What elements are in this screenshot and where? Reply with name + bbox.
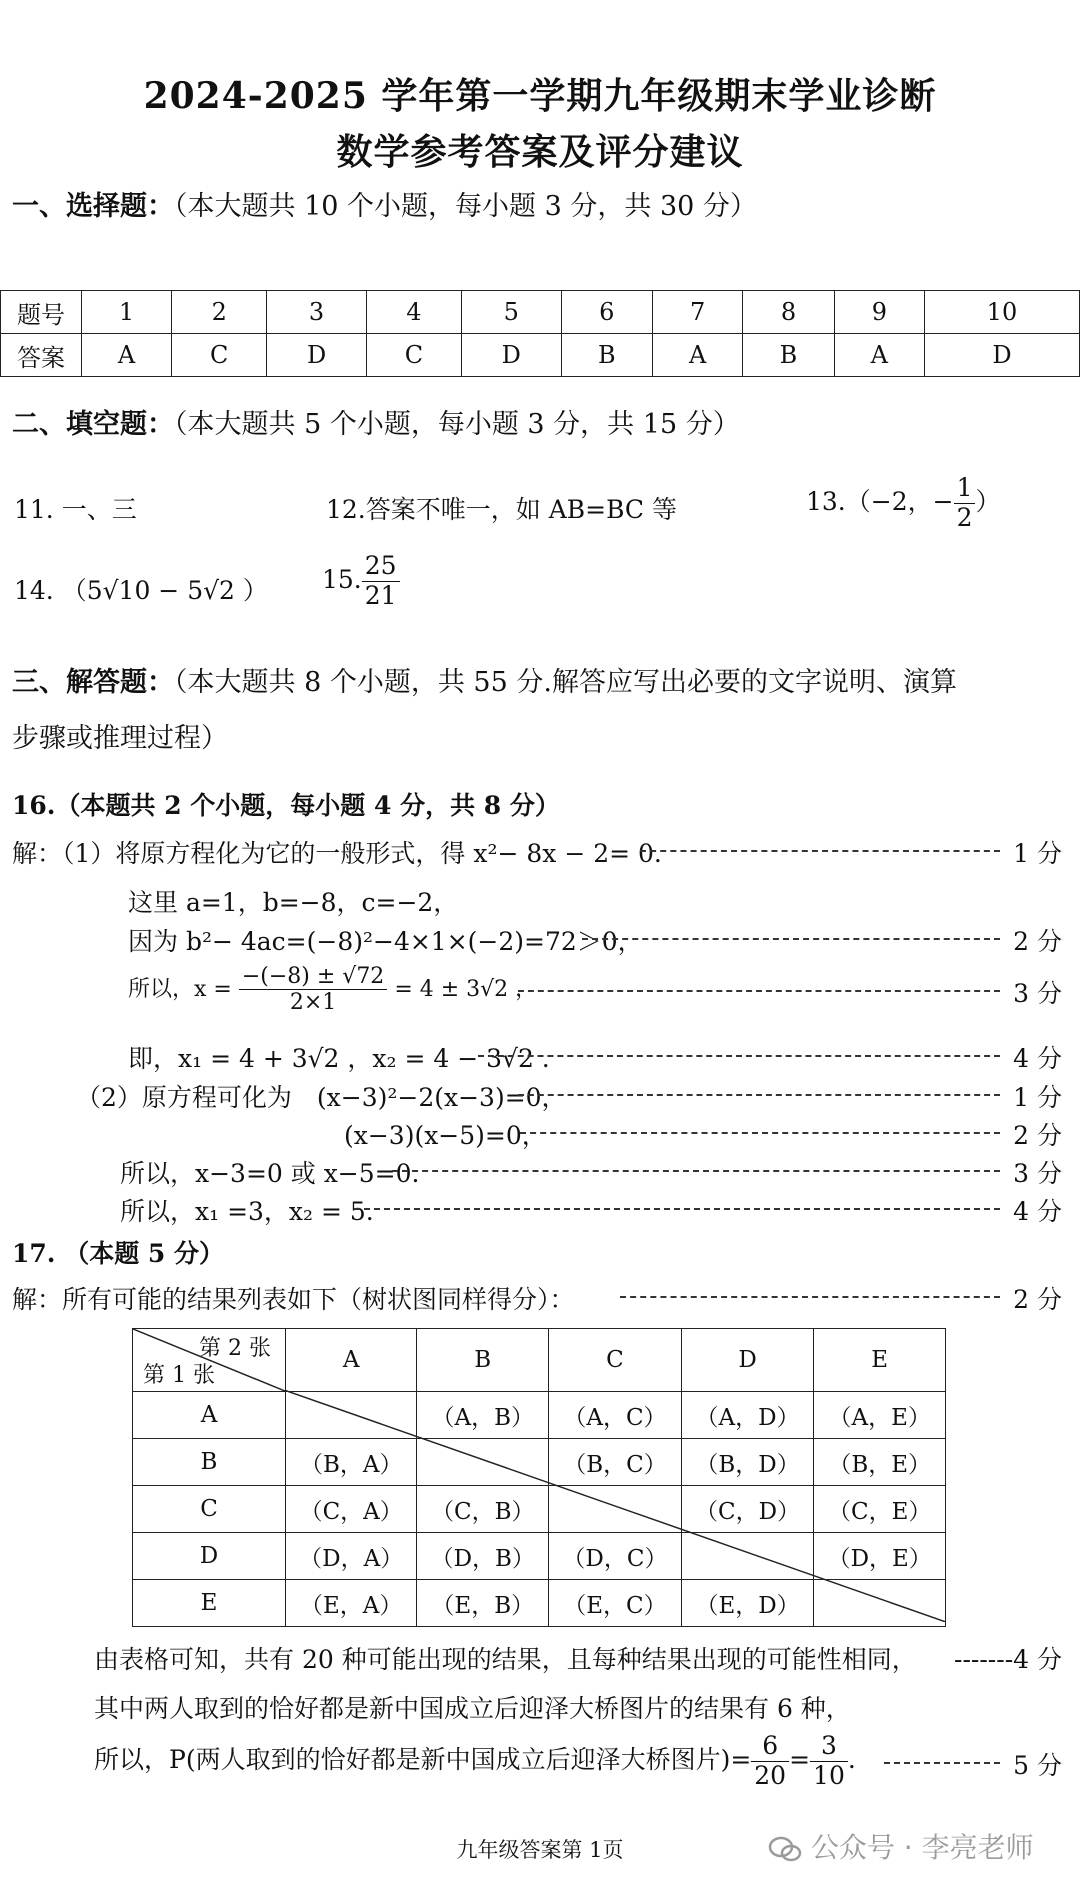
- table-cell: （D，E）: [814, 1533, 946, 1580]
- watermark-text: 公众号 · 李亮老师: [810, 1831, 1034, 1864]
- prob-fraction-1: [751, 1732, 789, 1791]
- score-label: 2 分: [1013, 1121, 1062, 1150]
- answer-q14: 14. （5√10 − 5√2 ）: [14, 576, 268, 605]
- section3-heading: 三、解答题：: [12, 667, 174, 698]
- score-label: 4 分: [1013, 1197, 1062, 1226]
- answer-cell: B: [743, 334, 835, 377]
- score-leader: [582, 938, 1000, 940]
- q16-line3: 因为 b²− 4ac=(−8)²−4×1×(−2)=72＞0，: [128, 927, 643, 956]
- fraction-numerator: 6: [751, 1732, 789, 1762]
- row-header: D: [133, 1533, 286, 1580]
- table-row: [1, 291, 1080, 334]
- q16-line4: [128, 964, 537, 1016]
- q15-prefix: 15.: [322, 564, 362, 594]
- table-cell: （C，B）: [417, 1486, 549, 1533]
- question-number: 10: [924, 291, 1079, 334]
- row-header: B: [133, 1439, 286, 1486]
- score-label: -------4 分: [954, 1645, 1062, 1674]
- q17-heading: 17. （本题 5 分）: [12, 1239, 224, 1268]
- score-leader: [354, 1208, 1000, 1210]
- answer-q15: [322, 552, 400, 611]
- question-number: 1: [82, 291, 172, 334]
- col-header: D: [681, 1329, 814, 1392]
- q16-root-numerator: −(−8) ± √72: [239, 964, 387, 990]
- score-label: 5 分: [1013, 1751, 1062, 1780]
- q13-numerator: 1: [954, 474, 976, 504]
- q16-line2: 这里 a=1，b=−8，c=−2，: [128, 888, 459, 917]
- answer-cell: C: [172, 334, 267, 377]
- score-label: 4 分: [1013, 1044, 1062, 1073]
- page-footer: 九年级答案第 1页: [456, 1838, 624, 1862]
- section1-note: （本大题共 10 个小题，每小题 3 分，共 30 分）: [174, 191, 757, 222]
- q16-heading: 16.（本题共 2 个小题，每小题 4 分，共 8 分）: [12, 791, 560, 820]
- table-cell: （D，B）: [417, 1533, 549, 1580]
- corner-cell: [133, 1329, 286, 1392]
- score-label: 3 分: [1013, 1159, 1062, 1188]
- q16-line5: 即，x₁ = 4 + 3√2 ，x₂ = 4 − 3√2 .: [128, 1044, 550, 1073]
- section3-note-2: 步骤或推理过程）: [12, 723, 228, 754]
- fraction-denominator: 10: [813, 1760, 845, 1790]
- table-cell: （A，C）: [549, 1392, 682, 1439]
- row-header: A: [133, 1392, 286, 1439]
- q13-fraction: [954, 474, 976, 533]
- q16-line6: （2）原方程可化为 (x−3)²−2(x−3)=0，: [76, 1083, 567, 1112]
- fraction-denominator: 20: [754, 1760, 787, 1790]
- q16-line9: 所以，x₁ =3，x₂ = 5.: [120, 1197, 374, 1226]
- question-number: 7: [653, 291, 743, 334]
- q16-line7: (x−3)(x−5)=0，: [344, 1121, 547, 1150]
- question-number: 2: [172, 291, 267, 334]
- question-number: 9: [834, 291, 924, 334]
- page-title: 2024-2025 学年第一学期九年级期末学业诊断: [143, 75, 937, 117]
- q13-suffix: ）: [975, 486, 1001, 516]
- answer-cell: D: [462, 334, 562, 377]
- answer-q11: 11. 一、三: [14, 495, 137, 524]
- page-subtitle: 数学参考答案及评分建议: [336, 131, 744, 173]
- q13-prefix: 13.（−2，−: [806, 486, 954, 516]
- question-number: 3: [267, 291, 367, 334]
- section2-heading: 二、填空题：: [12, 409, 174, 440]
- table-cell: （D，A）: [286, 1533, 417, 1580]
- table-cell: （B，D）: [681, 1439, 814, 1486]
- answer-cell: C: [366, 334, 461, 377]
- watermark: [768, 1826, 1034, 1866]
- table-cell: （D，C）: [549, 1533, 682, 1580]
- q17-prob-prefix: 所以，P(两人取到的恰好都是新中国成立后迎泽大桥图片)=: [94, 1744, 752, 1774]
- score-leader: [884, 1762, 1000, 1764]
- score-leader: [392, 1170, 1000, 1172]
- choice-answer-table: [0, 290, 1080, 377]
- section2-heading-line: [12, 402, 740, 441]
- question-number: 5: [462, 291, 562, 334]
- section1-heading-line: [12, 184, 757, 223]
- section1-heading: 一、选择题：: [12, 191, 174, 222]
- table-cell: （B，C）: [549, 1439, 682, 1486]
- wechat-icon: [768, 1835, 802, 1863]
- score-label: 2 分: [1013, 1285, 1062, 1314]
- score-leader: [520, 1132, 1000, 1134]
- score-leader: [518, 1094, 1000, 1096]
- question-number: 6: [561, 291, 653, 334]
- corner-top-label: 第 2 张: [199, 1336, 271, 1361]
- score-leader: [478, 1055, 1000, 1057]
- table-cell: （C，E）: [814, 1486, 946, 1533]
- col-header: B: [417, 1329, 549, 1392]
- row-label-number: 题号: [1, 291, 82, 334]
- table-cell: （A，D）: [681, 1392, 814, 1439]
- answer-cell: D: [267, 334, 367, 377]
- q13-denominator: 2: [956, 502, 973, 532]
- table-cell: （E，D）: [681, 1580, 814, 1627]
- row-label-answer: 答案: [1, 334, 82, 377]
- prob-fraction-2: [810, 1732, 848, 1791]
- answer-cell: A: [653, 334, 743, 377]
- score-label: 3 分: [1013, 979, 1062, 1008]
- row-header: E: [133, 1580, 286, 1627]
- corner-bottom-label: 第 1 张: [143, 1363, 215, 1388]
- q16-root-fraction: [239, 964, 387, 1016]
- table-cell: （A，E）: [814, 1392, 946, 1439]
- table-cell: （C，D）: [681, 1486, 814, 1533]
- question-number: 4: [366, 291, 461, 334]
- score-label: 2 分: [1013, 927, 1062, 956]
- q16-root-denominator: 2×1: [289, 990, 337, 1016]
- answer-q13: [806, 474, 1000, 533]
- answer-cell: D: [924, 334, 1079, 377]
- q15-numerator: 25: [362, 552, 400, 582]
- table-cell: （E，B）: [417, 1580, 549, 1627]
- q16-line4-prefix: 所以，x =: [128, 976, 232, 1002]
- q16-line4-suffix: = 4 ± 3√2 ，: [394, 976, 538, 1002]
- score-leader: [518, 990, 1000, 992]
- q16-line8: 所以，x−3=0 或 x−5=0.: [120, 1159, 420, 1188]
- answer-cell: A: [82, 334, 172, 377]
- table-row: [133, 1329, 946, 1392]
- table-cell: （E，A）: [286, 1580, 417, 1627]
- table-cell: （E，C）: [549, 1580, 682, 1627]
- table-cell: （B，A）: [286, 1439, 417, 1486]
- section3-note: （本大题共 8 个小题，共 55 分.解答应写出必要的文字说明、演算: [174, 667, 957, 698]
- table-diagonal-line: [284, 1390, 946, 1622]
- question-number: 8: [743, 291, 835, 334]
- q15-fraction: [362, 552, 400, 611]
- col-header: E: [814, 1329, 946, 1392]
- section3-heading-line: [12, 660, 957, 699]
- table-row: [1, 334, 1080, 377]
- score-leader: [620, 1296, 1000, 1298]
- score-label: 1 分: [1013, 839, 1062, 868]
- score-leader: [640, 850, 1000, 852]
- col-header: C: [549, 1329, 682, 1392]
- fraction-numerator: 3: [810, 1732, 848, 1762]
- answer-cell: A: [834, 334, 924, 377]
- answer-q12: 12.答案不唯一，如 AB=BC 等: [326, 495, 677, 524]
- table-cell: （A，B）: [417, 1392, 549, 1439]
- q17-line3: 其中两人取到的恰好都是新中国成立后迎泽大桥图片的结果有 6 种，: [94, 1694, 851, 1723]
- q17-line1: 解：所有可能的结果列表如下（树状图同样得分）：: [12, 1285, 575, 1314]
- table-cell: （C，A）: [286, 1486, 417, 1533]
- row-header: C: [133, 1486, 286, 1533]
- q17-line2: 由表格可知，共有 20 种可能出现的结果，且每种结果出现的可能性相同，: [94, 1645, 917, 1674]
- q16-line1: 解：（1）将原方程化为它的一般形式，得 x²− 8x − 2= 0.: [12, 839, 662, 868]
- section2-note: （本大题共 5 个小题，每小题 3 分，共 15 分）: [174, 409, 740, 440]
- score-label: 1 分: [1013, 1083, 1062, 1112]
- table-cell: （B，E）: [814, 1439, 946, 1486]
- q17-line4: 所以，P(两人取到的恰好都是新中国成立后迎泽大桥图片)= $\frac{6}{20}$ = $\frac{3}{10}$ .: [94, 1731, 856, 1790]
- q15-denominator: 21: [364, 580, 397, 610]
- col-header: A: [286, 1329, 417, 1392]
- answer-cell: B: [561, 334, 653, 377]
